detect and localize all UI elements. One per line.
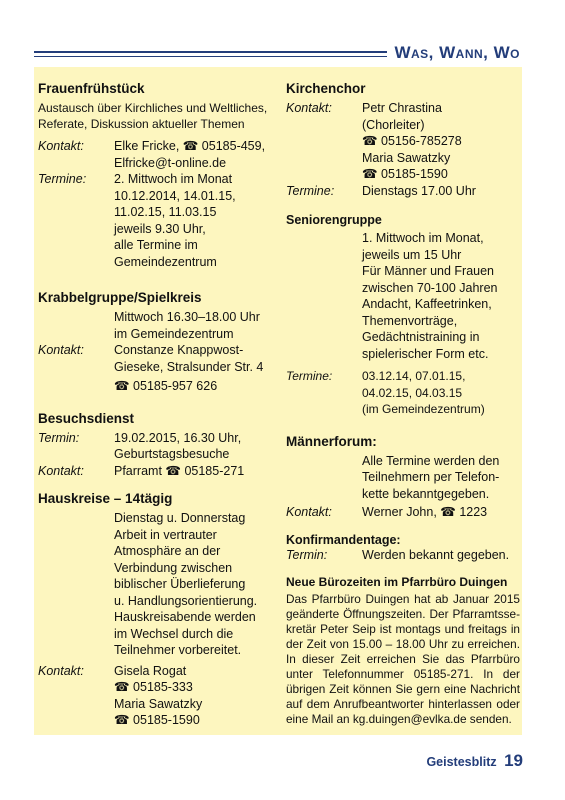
heading-konfirmandentage: Konfirmandentage: — [286, 532, 401, 547]
desc-line: Andacht, Kaffeetrinken, — [362, 297, 492, 311]
contact-phone: ☎ 05185-957 626 — [114, 379, 218, 393]
contact-value — [114, 138, 278, 171]
heading-kirchenchor: Kirchenchor — [286, 81, 366, 96]
date-line: 04.02.15, 04.03.15 — [362, 385, 463, 400]
contact-line: Maria Sawatzky — [114, 696, 203, 711]
buerozeiten-text: Das Pfarrbüro Duingen hat ab Januar 2015 geänderte Öffnungszeiten. Der Pfarramtssekretär Peter Seip ist montags und freitags in der Zeit von 15.00 – 18.00 Uhr zu erreichen. In dieser Zeit erreichen Sie das Pfarrbüro unter Telefonnummer 05185-271. In der übrigen Zeit können Sie gern eine Nachricht auf dem Anrufbeantworter hinterlassen oder eine Mail an kg.duingen@evlka.de senden. — [286, 592, 520, 726]
desc-line: Referate, Diskussion aktueller Themen — [38, 117, 245, 131]
contact-label: Kontakt: — [286, 101, 332, 115]
date-row — [286, 547, 520, 564]
empty-label — [286, 230, 362, 362]
desc-line: Verbindung zwischen — [114, 560, 233, 575]
page-number: 19 — [504, 751, 523, 770]
section-header — [34, 44, 522, 66]
dates-label: Termine: — [286, 183, 335, 198]
desc-line: 1. Mittwoch im Monat, — [362, 231, 484, 245]
empty-label — [286, 453, 362, 503]
heading-hauskreise: Hauskreise – 14tägig — [38, 491, 173, 506]
desc-line: Alle Termine werden den — [362, 453, 500, 468]
contact-phone: ☎ 05185-333 — [114, 680, 193, 694]
heading-krabbelgruppe: Krabbelgruppe/Spielkreis — [38, 290, 202, 305]
date-line: (im Gemeindezentrum) — [362, 402, 485, 416]
desc-line: Teilnehmern per Telefon- — [362, 470, 500, 484]
dates-value — [114, 171, 278, 270]
desc-line: Hauskreisabende werden — [114, 610, 256, 624]
section-kirchenchor — [286, 81, 520, 199]
header-rule — [34, 51, 387, 57]
contact-line: Gieseke, Stralsunder Str. 4 — [114, 359, 264, 374]
dates-label: Termine: — [286, 369, 333, 383]
time-line: Mittwoch 16.30–18.00 Uhr — [114, 310, 260, 324]
date-line: alle Termine im — [114, 238, 198, 252]
contact-line: Gisela Rogat — [114, 663, 187, 678]
contact-value — [362, 100, 520, 183]
content-panel — [34, 67, 522, 735]
desc-line: biblischer Überlieferung — [114, 577, 246, 591]
section-hauskreise — [38, 491, 278, 729]
section-konfirmandentage — [286, 533, 520, 564]
date-label: Termin: — [38, 430, 80, 445]
date-line: 03.12.14, 07.01.15, — [362, 369, 466, 383]
time-value — [114, 309, 278, 342]
description-row — [38, 510, 278, 659]
section-maennerforum — [286, 434, 520, 521]
contact-value: Pfarramt ☎ 05185-271 — [114, 463, 245, 478]
contact-phone: ☎ 05156-785278 — [362, 134, 462, 148]
dates-value — [362, 368, 520, 418]
desc-line: zwischen 70-100 Jahren — [362, 280, 498, 295]
desc-line: Für Männer und Frauen — [362, 264, 495, 278]
section-title: Was, Wann, Wo — [394, 43, 520, 62]
contact-phone: ☎ 05185-1590 — [362, 167, 448, 181]
date-row — [38, 430, 278, 463]
date-label: Termin: — [286, 547, 328, 562]
section-krabbelgruppe — [38, 290, 278, 395]
desc-frauenfruehstueck — [38, 100, 278, 132]
description-value — [114, 510, 278, 659]
date-line: 11.02.15, 11.03.15 — [114, 205, 217, 219]
date-line: Geburtstagsbesuche — [114, 447, 230, 461]
description-value — [362, 230, 520, 362]
contact-label: Kontakt: — [286, 505, 332, 519]
section-frauenfruehstueck — [38, 81, 278, 270]
section-besuchsdienst — [38, 411, 278, 480]
desc-line: jeweils um 15 Uhr — [362, 247, 462, 262]
left-column — [38, 81, 278, 741]
desc-line: Atmosphäre an der — [114, 544, 221, 558]
empty-label — [38, 309, 114, 342]
contact-label: Kontakt: — [38, 343, 84, 357]
contact-line: Petr Chrastina — [362, 101, 442, 115]
desc-line: u. Handlungsorientierung. — [114, 593, 258, 608]
heading-frauenfruehstueck: Frauenfrühstück — [38, 81, 145, 96]
empty-label — [38, 510, 114, 659]
time-row — [38, 309, 278, 342]
desc-line: Dienstag u. Donnerstag — [114, 511, 246, 525]
contact-row — [38, 138, 278, 171]
contact-label: Kontakt: — [38, 663, 84, 678]
description-value — [362, 453, 520, 503]
contact-label: Kontakt: — [38, 463, 84, 478]
desc-line: kette bekanntgegeben. — [362, 486, 490, 501]
contact-value — [114, 342, 278, 395]
contact-line: Constanze Knappwost- — [114, 343, 244, 357]
section-seniorengruppe — [286, 213, 520, 418]
contact-row — [286, 504, 520, 521]
right-column — [286, 81, 520, 739]
contact-phone: ☎ 05185-1590 — [114, 713, 200, 727]
desc-line: im Wechsel durch die — [114, 626, 234, 641]
heading-buerozeiten: Neue Bürozeiten im Pfarrbüro Duingen — [286, 575, 508, 589]
desc-line: Teilnehmer vorbereitet. — [114, 643, 242, 657]
section-buerozeiten — [286, 575, 520, 727]
dates-value: Dienstags 17.00 Uhr — [362, 183, 476, 198]
contact-row — [38, 342, 278, 395]
heading-maennerforum: Männerforum: — [286, 433, 377, 449]
contact-row — [286, 100, 520, 183]
contact-line: Maria Sawatzky — [362, 150, 451, 165]
desc-line: Gedächtnistraining in — [362, 330, 480, 344]
dates-row — [286, 368, 520, 418]
date-line: 10.12.2014, 14.01.15, — [114, 188, 236, 203]
dates-label: Termine: — [38, 172, 87, 186]
desc-line: Austausch über Kirchliches und Weltliches, — [38, 101, 268, 115]
description-row — [286, 230, 520, 362]
heading-besuchsdienst: Besuchsdienst — [38, 410, 135, 426]
heading-seniorengruppe: Seniorengruppe — [286, 213, 382, 227]
date-line: 19.02.2015, 16.30 Uhr, — [114, 430, 242, 445]
dates-row — [38, 171, 278, 270]
contact-value — [114, 663, 278, 729]
contact-row — [38, 463, 278, 480]
contact-line: Elke Fricke, ☎ 05185-459, — [114, 139, 266, 153]
desc-line: Themenvorträge, — [362, 313, 458, 328]
contact-row — [38, 663, 278, 729]
contact-value: Werner John, ☎ 1223 — [362, 505, 488, 519]
page-footer — [426, 751, 523, 771]
desc-line: Arbeit in vertrauter — [114, 527, 217, 542]
contact-email: Elfricke@t-online.de — [114, 155, 227, 170]
place-line: im Gemeindezentrum — [114, 326, 234, 341]
contact-line: (Chorleiter) — [362, 117, 425, 132]
desc-line: spielerischer Form etc. — [362, 346, 489, 361]
dates-row — [286, 183, 520, 200]
date-line: 2. Mittwoch im Monat — [114, 172, 233, 186]
magazine-name: Geistesblitz — [426, 755, 497, 769]
date-value — [114, 430, 278, 463]
date-value: Werden bekannt gegeben. — [362, 547, 510, 562]
date-line: Gemeindezentrum — [114, 254, 217, 269]
date-line: jeweils 9.30 Uhr, — [114, 221, 206, 236]
description-row — [286, 453, 520, 503]
contact-label: Kontakt: — [38, 139, 84, 153]
